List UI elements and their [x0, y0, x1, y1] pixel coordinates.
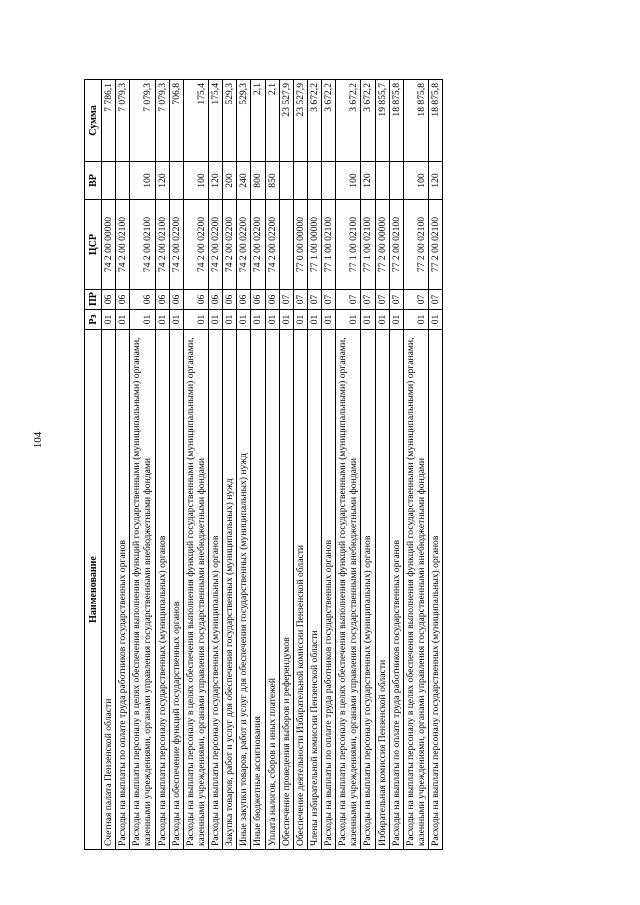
cell-vr	[322, 162, 336, 200]
cell-rz: 01	[223, 310, 237, 330]
cell-sum: 7 079,3	[116, 80, 130, 162]
table-row	[322, 80, 336, 850]
cell-csr: 74 2 00 02200	[169, 200, 183, 290]
cell-vr: 120	[429, 162, 443, 200]
table-row	[251, 80, 265, 850]
table-row	[116, 80, 130, 850]
cell-vr	[279, 162, 293, 200]
table-row	[265, 80, 279, 850]
cell-pr: 07	[322, 290, 336, 310]
table-row	[102, 80, 116, 850]
table-row	[361, 80, 375, 850]
cell-sum: 2,1	[251, 80, 265, 162]
cell-sum: 18 875,8	[389, 80, 403, 162]
cell-vr: 200	[223, 162, 237, 200]
cell-pr: 06	[237, 290, 251, 310]
cell-vr	[375, 162, 389, 200]
cell-sum: 529,3	[223, 80, 237, 162]
cell-pr: 06	[265, 290, 279, 310]
cell-rz: 01	[279, 310, 293, 330]
cell-sum: 19 855,7	[375, 80, 389, 162]
cell-vr: 120	[209, 162, 223, 200]
cell-name: Расходы на выплаты персоналу в целях обеспечения выполнения функций государственными (муниципальными) органами, казенными учреждениями, органами управления государственными внебюджетными фондами	[403, 330, 428, 850]
cell-name: Избирательная комиссия Пензенской области	[375, 330, 389, 850]
table-row	[169, 80, 183, 850]
cell-rz: 01	[307, 310, 321, 330]
cell-csr: 77 1 00 02100	[322, 200, 336, 290]
cell-sum: 3 672,2	[336, 80, 361, 162]
cell-rz: 01	[322, 310, 336, 330]
cell-pr: 06	[102, 290, 116, 310]
cell-csr: 74 2 00 00000	[102, 200, 116, 290]
cell-csr: 74 2 00 02100	[130, 200, 155, 290]
cell-pr: 06	[223, 290, 237, 310]
cell-vr	[102, 162, 116, 200]
header-pr: ПР	[85, 290, 102, 310]
cell-csr: 74 2 00 02200	[209, 200, 223, 290]
cell-rz: 01	[429, 310, 443, 330]
cell-name: Расходы на обеспечение функций государственных органов	[169, 330, 183, 850]
cell-pr: 07	[307, 290, 321, 310]
cell-rz: 01	[265, 310, 279, 330]
cell-name: Расходы на выплаты по оплате труда работников государственных органов	[389, 330, 403, 850]
cell-vr: 100	[183, 162, 208, 200]
cell-csr	[279, 200, 293, 290]
cell-sum: 175,4	[209, 80, 223, 162]
cell-sum: 175,4	[183, 80, 208, 162]
cell-rz: 01	[169, 310, 183, 330]
cell-pr: 06	[251, 290, 265, 310]
cell-sum: 3 672,2	[322, 80, 336, 162]
table-header	[85, 80, 102, 850]
cell-csr: 77 2 00 02100	[389, 200, 403, 290]
cell-vr: 800	[251, 162, 265, 200]
cell-name: Расходы на выплаты персоналу в целях обеспечения выполнения функций государственными (муниципальными) органами, казенными учреждениями, органами управления государственными внебюджетными фондами	[336, 330, 361, 850]
cell-pr: 07	[389, 290, 403, 310]
cell-rz: 01	[155, 310, 169, 330]
cell-name: Расходы на выплаты персоналу государственных (муниципальных) органов	[155, 330, 169, 850]
cell-name: Расходы на выплаты персоналу государственных (муниципальных) органов	[361, 330, 375, 850]
cell-pr: 07	[336, 290, 361, 310]
cell-pr: 07	[293, 290, 307, 310]
cell-sum: 7 786,1	[102, 80, 116, 162]
cell-name: Расходы на выплаты персоналу в целях обеспечения выполнения функций государственными (муниципальными) органами, казенными учреждениями, органами управления государственными внебюджетными фондами	[130, 330, 155, 850]
cell-sum: 3 672,2	[307, 80, 321, 162]
table-row	[130, 80, 155, 850]
table-row	[307, 80, 321, 850]
cell-vr	[169, 162, 183, 200]
page-number: 104	[32, 431, 44, 449]
header-row	[85, 80, 102, 850]
cell-vr: 100	[336, 162, 361, 200]
cell-csr: 77 1 00 00000	[307, 200, 321, 290]
cell-rz: 01	[116, 310, 130, 330]
cell-name: Иные бюджетные ассигнования	[251, 330, 265, 850]
cell-pr: 07	[403, 290, 428, 310]
cell-name: Расходы на выплаты персоналу государственных (муниципальных) органов	[429, 330, 443, 850]
table-row	[429, 80, 443, 850]
cell-sum: 18 875,8	[429, 80, 443, 162]
table-body	[102, 80, 443, 850]
rotated-page-content	[84, 80, 554, 850]
cell-vr: 240	[237, 162, 251, 200]
cell-name: Закупка товаров, работ и услуг для обеспечения государственных (муниципальных) нужд	[223, 330, 237, 850]
cell-rz: 01	[389, 310, 403, 330]
cell-sum: 7 079,3	[155, 80, 169, 162]
cell-name: Счетная палата Пензенской области	[102, 330, 116, 850]
cell-csr: 77 1 00 02100	[361, 200, 375, 290]
table-row	[293, 80, 307, 850]
cell-csr: 74 2 00 02200	[265, 200, 279, 290]
cell-sum: 23 527,9	[279, 80, 293, 162]
cell-csr: 74 2 00 02200	[223, 200, 237, 290]
cell-csr: 74 2 00 02100	[116, 200, 130, 290]
cell-name: Расходы на выплаты персоналу государственных (муниципальных) органов	[209, 330, 223, 850]
cell-name: Члены избирательной комиссии Пензенской области	[307, 330, 321, 850]
cell-sum: 23 527,9	[293, 80, 307, 162]
cell-csr: 77 2 00 02100	[429, 200, 443, 290]
cell-pr: 06	[209, 290, 223, 310]
cell-csr: 74 2 00 02200	[251, 200, 265, 290]
cell-name: Расходы на выплаты по оплате труда работников государственных органов	[116, 330, 130, 850]
cell-rz: 01	[237, 310, 251, 330]
cell-vr: 100	[130, 162, 155, 200]
table-row	[279, 80, 293, 850]
cell-vr	[389, 162, 403, 200]
cell-sum: 18 875,8	[403, 80, 428, 162]
cell-name: Обеспечение деятельности Избирательной комиссии Пензенской области	[293, 330, 307, 850]
table-row	[209, 80, 223, 850]
cell-pr: 07	[279, 290, 293, 310]
table-row	[155, 80, 169, 850]
cell-name: Уплата налогов, сборов и иных платежей	[265, 330, 279, 850]
cell-csr: 77 2 00 02100	[403, 200, 428, 290]
cell-rz: 01	[403, 310, 428, 330]
cell-csr: 74 2 00 02100	[155, 200, 169, 290]
cell-rz: 01	[293, 310, 307, 330]
cell-csr: 74 2 00 02200	[237, 200, 251, 290]
cell-pr: 07	[375, 290, 389, 310]
table-row	[237, 80, 251, 850]
cell-sum: 2,1	[265, 80, 279, 162]
budget-table	[84, 79, 443, 850]
table-row	[389, 80, 403, 850]
cell-rz: 01	[130, 310, 155, 330]
cell-vr: 120	[361, 162, 375, 200]
cell-sum: 706,8	[169, 80, 183, 162]
cell-pr: 06	[169, 290, 183, 310]
cell-vr	[293, 162, 307, 200]
cell-name: Иные закупки товаров, работ и услуг для обеспечения государственных (муниципальных) нужд	[237, 330, 251, 850]
table-row	[375, 80, 389, 850]
header-name: Наименование	[85, 330, 102, 850]
cell-pr: 07	[429, 290, 443, 310]
cell-vr	[116, 162, 130, 200]
cell-csr: 77 2 00 00000	[375, 200, 389, 290]
cell-csr: 77 1 00 02100	[336, 200, 361, 290]
cell-vr: 850	[265, 162, 279, 200]
cell-rz: 01	[336, 310, 361, 330]
cell-pr: 06	[155, 290, 169, 310]
cell-rz: 01	[375, 310, 389, 330]
header-vr: ВР	[85, 162, 102, 200]
header-sum: Сумма	[85, 80, 102, 162]
cell-name: Расходы на выплаты персоналу в целях обеспечения выполнения функций государственными (муниципальными) органами, казенными учреждениями, органами управления государственными внебюджетными фондами	[183, 330, 208, 850]
cell-sum: 7 079,3	[130, 80, 155, 162]
cell-rz: 01	[183, 310, 208, 330]
cell-vr	[307, 162, 321, 200]
table-row	[223, 80, 237, 850]
cell-vr: 120	[155, 162, 169, 200]
cell-pr: 06	[130, 290, 155, 310]
header-rz: Рз	[85, 310, 102, 330]
cell-name: Обеспечение проведения выборов и референдумов	[279, 330, 293, 850]
cell-rz: 01	[251, 310, 265, 330]
table-row	[403, 80, 428, 850]
cell-csr: 77 0 00 00000	[293, 200, 307, 290]
cell-vr: 100	[403, 162, 428, 200]
cell-name: Расходы на выплаты по оплате труда работников государственных органов	[322, 330, 336, 850]
cell-pr: 07	[361, 290, 375, 310]
cell-pr: 06	[116, 290, 130, 310]
table-row	[336, 80, 361, 850]
cell-rz: 01	[209, 310, 223, 330]
cell-sum: 529,3	[237, 80, 251, 162]
table-row	[183, 80, 208, 850]
header-csr: ЦСР	[85, 200, 102, 290]
cell-rz: 01	[361, 310, 375, 330]
cell-csr: 74 2 00 02200	[183, 200, 208, 290]
cell-rz: 01	[102, 310, 116, 330]
cell-sum: 3 672,2	[361, 80, 375, 162]
cell-pr: 06	[183, 290, 208, 310]
